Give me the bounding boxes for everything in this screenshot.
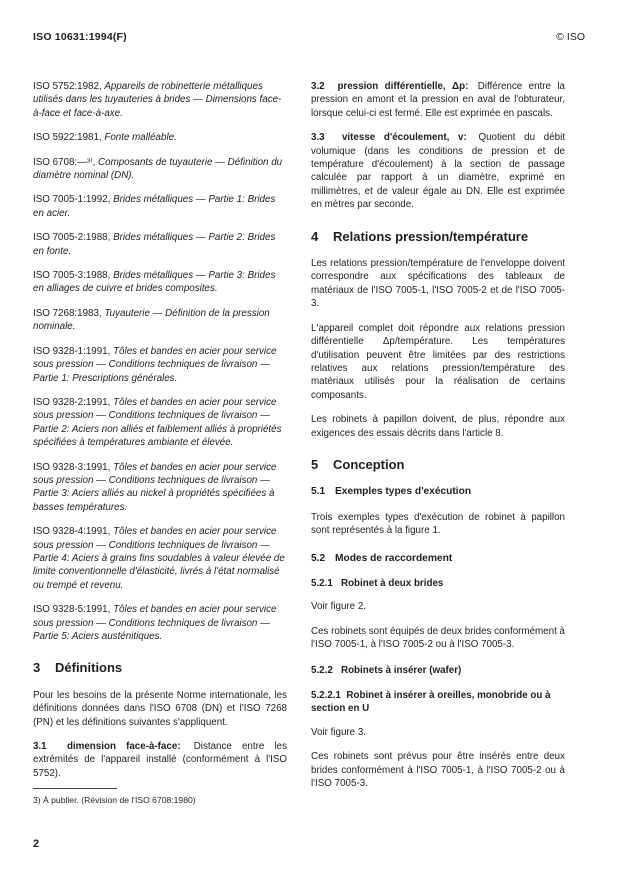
- section-5-2-2-heading: 5.2.2 Robinets à insérer (wafer): [311, 664, 462, 676]
- reference-code: ISO 5752:1982,: [33, 81, 102, 92]
- reference-title: Brides métalliques — Partie 3: Brides en alliages de cuivre et brides composites.: [33, 270, 276, 295]
- copyright-mark: © ISO: [556, 31, 585, 43]
- section-4-para-2: L'appareil complet doit répondre aux relations pression différentielle Δp/température. Les températures d'utilisation peuvent être limitées par des restrictions relatives aux relations pression/température des matériaux utilisés pour la réalisation de certains composants.: [311, 322, 565, 401]
- reference-entry: [33, 396, 287, 450]
- section-4-para-1: Les relations pression/température de l'enveloppe doivent correspondre aux spécifications des tableaux de matériaux de l'ISO 7005-1, l'ISO 7005-2 et de l'ISO 7005-3.: [311, 258, 565, 310]
- reference-entry: [33, 603, 287, 643]
- reference-entry: [33, 131, 287, 144]
- section-5-2-1-text: Ces robinets sont équipés de deux brides conformément à l'ISO 7005-1, à l'ISO 7005-2 ou à l'ISO 7005-3.: [311, 625, 565, 651]
- reference-title: Tôles et bandes en acier pour service sous pression — Conditions techniques de livraison — Partie 1: Prescriptions générales.: [33, 345, 277, 384]
- footnote-rule: [33, 788, 117, 789]
- document-id: ISO 10631:1994(F): [33, 31, 127, 43]
- reference-title: Tôles et bandes en acier pour service sous pression — Conditions techniques de livraison — Partie 5: Aciers austénitiques.: [33, 604, 277, 642]
- section-5-2-heading: 5.2 Modes de raccordement: [311, 552, 453, 564]
- right-column: [311, 80, 565, 801]
- reference-title: Brides métalliques — Partie 2: Brides en fonte.: [33, 232, 276, 257]
- left-column: [33, 80, 287, 791]
- reference-title: Tôles et bandes en acier pour service sous pression — Conditions techniques de livraison — Partie 4: Aciers à grains fins soudables à valeur élevée de limite conventionnelle d'élasticité, livrés à l'état normalisé ou trempé et revenu.: [33, 526, 285, 591]
- reference-code: ISO 9328-5:1991,: [33, 604, 111, 616]
- reference-code: ISO 5922:1981,: [33, 132, 102, 144]
- normative-references: [33, 80, 287, 643]
- reference-code: ISO 7005-2:1988,: [33, 232, 111, 244]
- reference-title: Brides métalliques — Partie 1: Brides en acier.: [33, 194, 276, 219]
- reference-entry: [33, 269, 287, 296]
- section-5-2-2-1-heading: 5.2.2.1 Robinet à insérer à oreilles, monobride ou à section en U: [311, 690, 551, 715]
- section-5-1-text: Trois exemples types d'exécution de robinet à papillon sont représentés à la figure 1.: [311, 511, 565, 537]
- reference-title: Tôles et bandes en acier pour service sous pression — Conditions techniques de livraison — Partie 2: Aciers non alliés et faiblement alliés à propriétés spécifiées à températures ambiante et élevée.: [33, 396, 282, 449]
- reference-code: ISO 7268:1983,: [33, 307, 102, 319]
- section-4-heading: 4 Relations pression/température: [311, 228, 529, 244]
- footnote: 3) À publier. (Révision de l'ISO 6708:1980): [33, 795, 196, 805]
- reference-code: ISO 7005-3:1988,: [33, 270, 111, 282]
- definition-3-1: 3.1 dimension face-à-face: Distance entre les extrémités de l'appareil installé (conformément à l'ISO 5752).: [33, 741, 287, 779]
- reference-title: Tuyauterie — Définition de la pression nominale.: [33, 307, 270, 333]
- reference-entry: [33, 525, 287, 592]
- section-5-heading: 5 Conception: [311, 456, 405, 472]
- reference-title: Tôles et bandes en acier pour service sous pression — Conditions techniques de livraison — Partie 3: Aciers alliés au nickel à propriétés spécifiées à basses températures.: [33, 461, 277, 513]
- section-3-heading: 3 Définitions: [33, 660, 123, 676]
- reference-entry: [33, 345, 287, 385]
- reference-code: ISO 9328-2:1991,: [33, 396, 111, 408]
- reference-code: ISO 7005-1:1992,: [33, 194, 111, 206]
- reference-title: Appareils de robinetterie métalliques utilisés dans les tuyauteries à brides — Dimensions face-à-face et face-à-axe.: [33, 81, 282, 119]
- definition-3-3: 3.3 vitesse d'écoulement, v: Quotient du débit volumique (dans les conditions de pression et de température d'écoulement) à la section de passage calculée par rapport à un diamètre, exprimé en millimètres, et de valeur égale au DN. Elle est exprimée en mètres par seconde.: [311, 132, 565, 211]
- reference-entry: [33, 307, 287, 334]
- reference-code: ISO 6708:—³⁾,: [33, 156, 96, 168]
- section-4-para-3: Les robinets à papillon doivent, de plus, répondre aux exigences des essais décrits dans l'article 8.: [311, 414, 565, 439]
- section-5-2-1-heading: 5.2.1 Robinet à deux brides: [311, 577, 444, 589]
- section-3-intro: Pour les besoins de la présente Norme internationale, les définitions données dans l'ISO 6708 (DN) et l'ISO 7268 (PN) et les définitions suivantes s'appliquent.: [33, 689, 287, 728]
- reference-code: ISO 9328-4:1991,: [33, 526, 111, 538]
- section-5-2-2-1-text: Ces robinets sont prévus pour être insérés entre deux brides conformément à l'ISO 7005-1, à l'ISO 7005-2 ou à l'ISO 7005-3.: [311, 751, 565, 790]
- section-5-2-1-figure-ref: Voir figure 2.: [311, 601, 367, 613]
- section-5-2-2-1-figure-ref: Voir figure 3.: [311, 726, 367, 738]
- section-5-1-heading: 5.1 Exemples types d'exécution: [311, 486, 472, 498]
- reference-entry: [33, 156, 287, 183]
- reference-code: ISO 9328-3:1991,: [33, 461, 111, 473]
- reference-title: Fonte malléable.: [104, 132, 177, 144]
- reference-entry: [33, 231, 287, 258]
- definition-3-2: 3.2 pression différentielle, Δp: Différence entre la pression en amont et la pression en aval de l'obturateur, lorsque celui-ci est fermé. Elle est exprimée en pascals.: [311, 81, 565, 119]
- page-number: 2: [33, 838, 40, 850]
- reference-entry: [33, 461, 287, 515]
- reference-code: ISO 9328-1:1991,: [33, 345, 111, 357]
- reference-entry: [33, 80, 287, 120]
- reference-title: Composants de tuyauterie — Définition du diamètre nominal (DN).: [33, 156, 283, 182]
- reference-entry: [33, 193, 287, 220]
